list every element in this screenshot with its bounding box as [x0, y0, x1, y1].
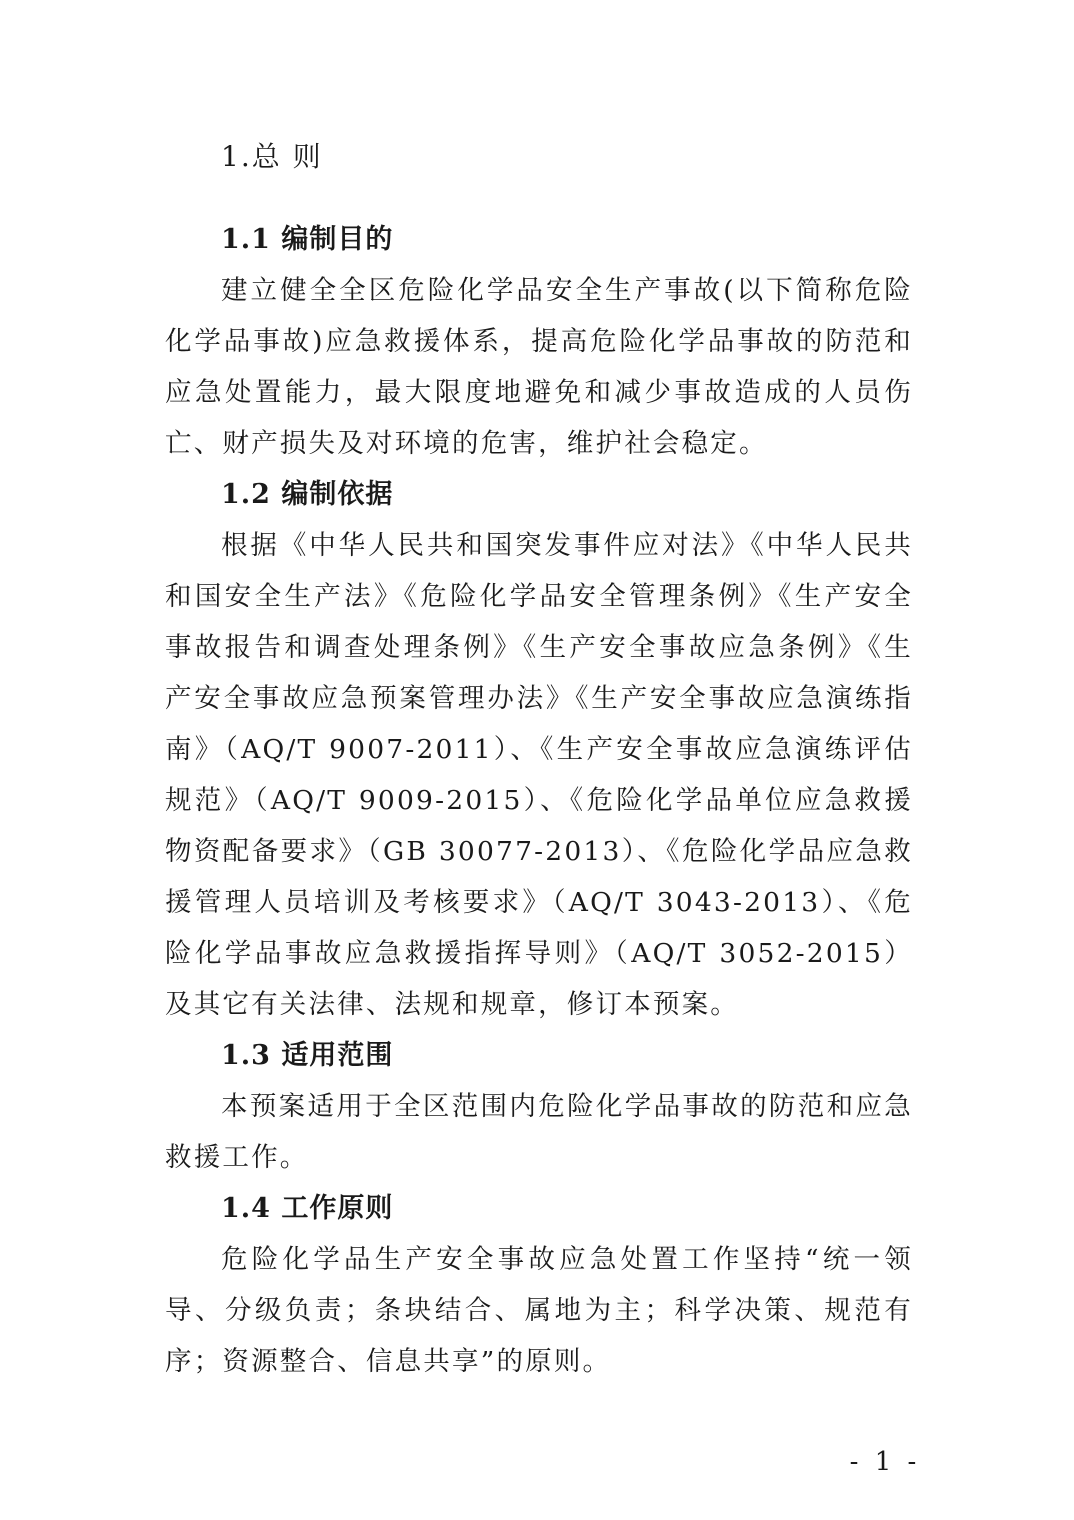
section-heading: 1.4 工作原则 [221, 1193, 394, 1224]
section-heading: 1.3 适用范围 [221, 1040, 394, 1071]
section-basis [165, 469, 913, 1030]
section-paragraph: 危险化学品生产安全事故应急处置工作坚持“统一领导、分级负责；条块结合、属地为主；科学决策、规范有序；资源整合、信息共享”的原则。 [165, 1244, 913, 1377]
page-number: - 1 - [849, 1447, 921, 1477]
section-paragraph: 根据《中华人民共和国突发事件应对法》《中华人民共和国安全生产法》《危险化学品安全管理条例》《生产安全事故报告和调查处理条例》《生产安全事故应急条例》《生产安全事故应急预案管理办法》《生产安全事故应急演练指南》（AQ/T 9007-2011）、《生产安全事故应急演练评估规范》（AQ/T 9009-2015）、《危险化学品单位应急救援物资配备要求》（GB 30077-2013）、《危险化学品应急救援管理人员培训及考核要求》（AQ/T 3043-2013）、《危险化学品事故应急救援指挥导则》（AQ/T 3052-2015）及其它有关法律、法规和规章，修订本预案。 [165, 530, 913, 1020]
section-principles [165, 1183, 913, 1387]
section-heading: 1.1 编制目的 [221, 224, 394, 255]
section-heading: 1.2 编制依据 [221, 479, 394, 510]
section-paragraph: 本预案适用于全区范围内危险化学品事故的防范和应急救援工作。 [165, 1091, 913, 1173]
section-purpose [165, 214, 913, 469]
chapter-heading: 1.总 则 [221, 140, 323, 173]
section-scope [165, 1030, 913, 1183]
document-body [165, 130, 913, 1387]
section-paragraph: 建立健全全区危险化学品安全生产事故(以下简称危险化学品事故)应急救援体系，提高危险化学品事故的防范和应急处置能力，最大限度地避免和减少事故造成的人员伤亡、财产损失及对环境的危害，维护社会稳定。 [165, 275, 913, 459]
